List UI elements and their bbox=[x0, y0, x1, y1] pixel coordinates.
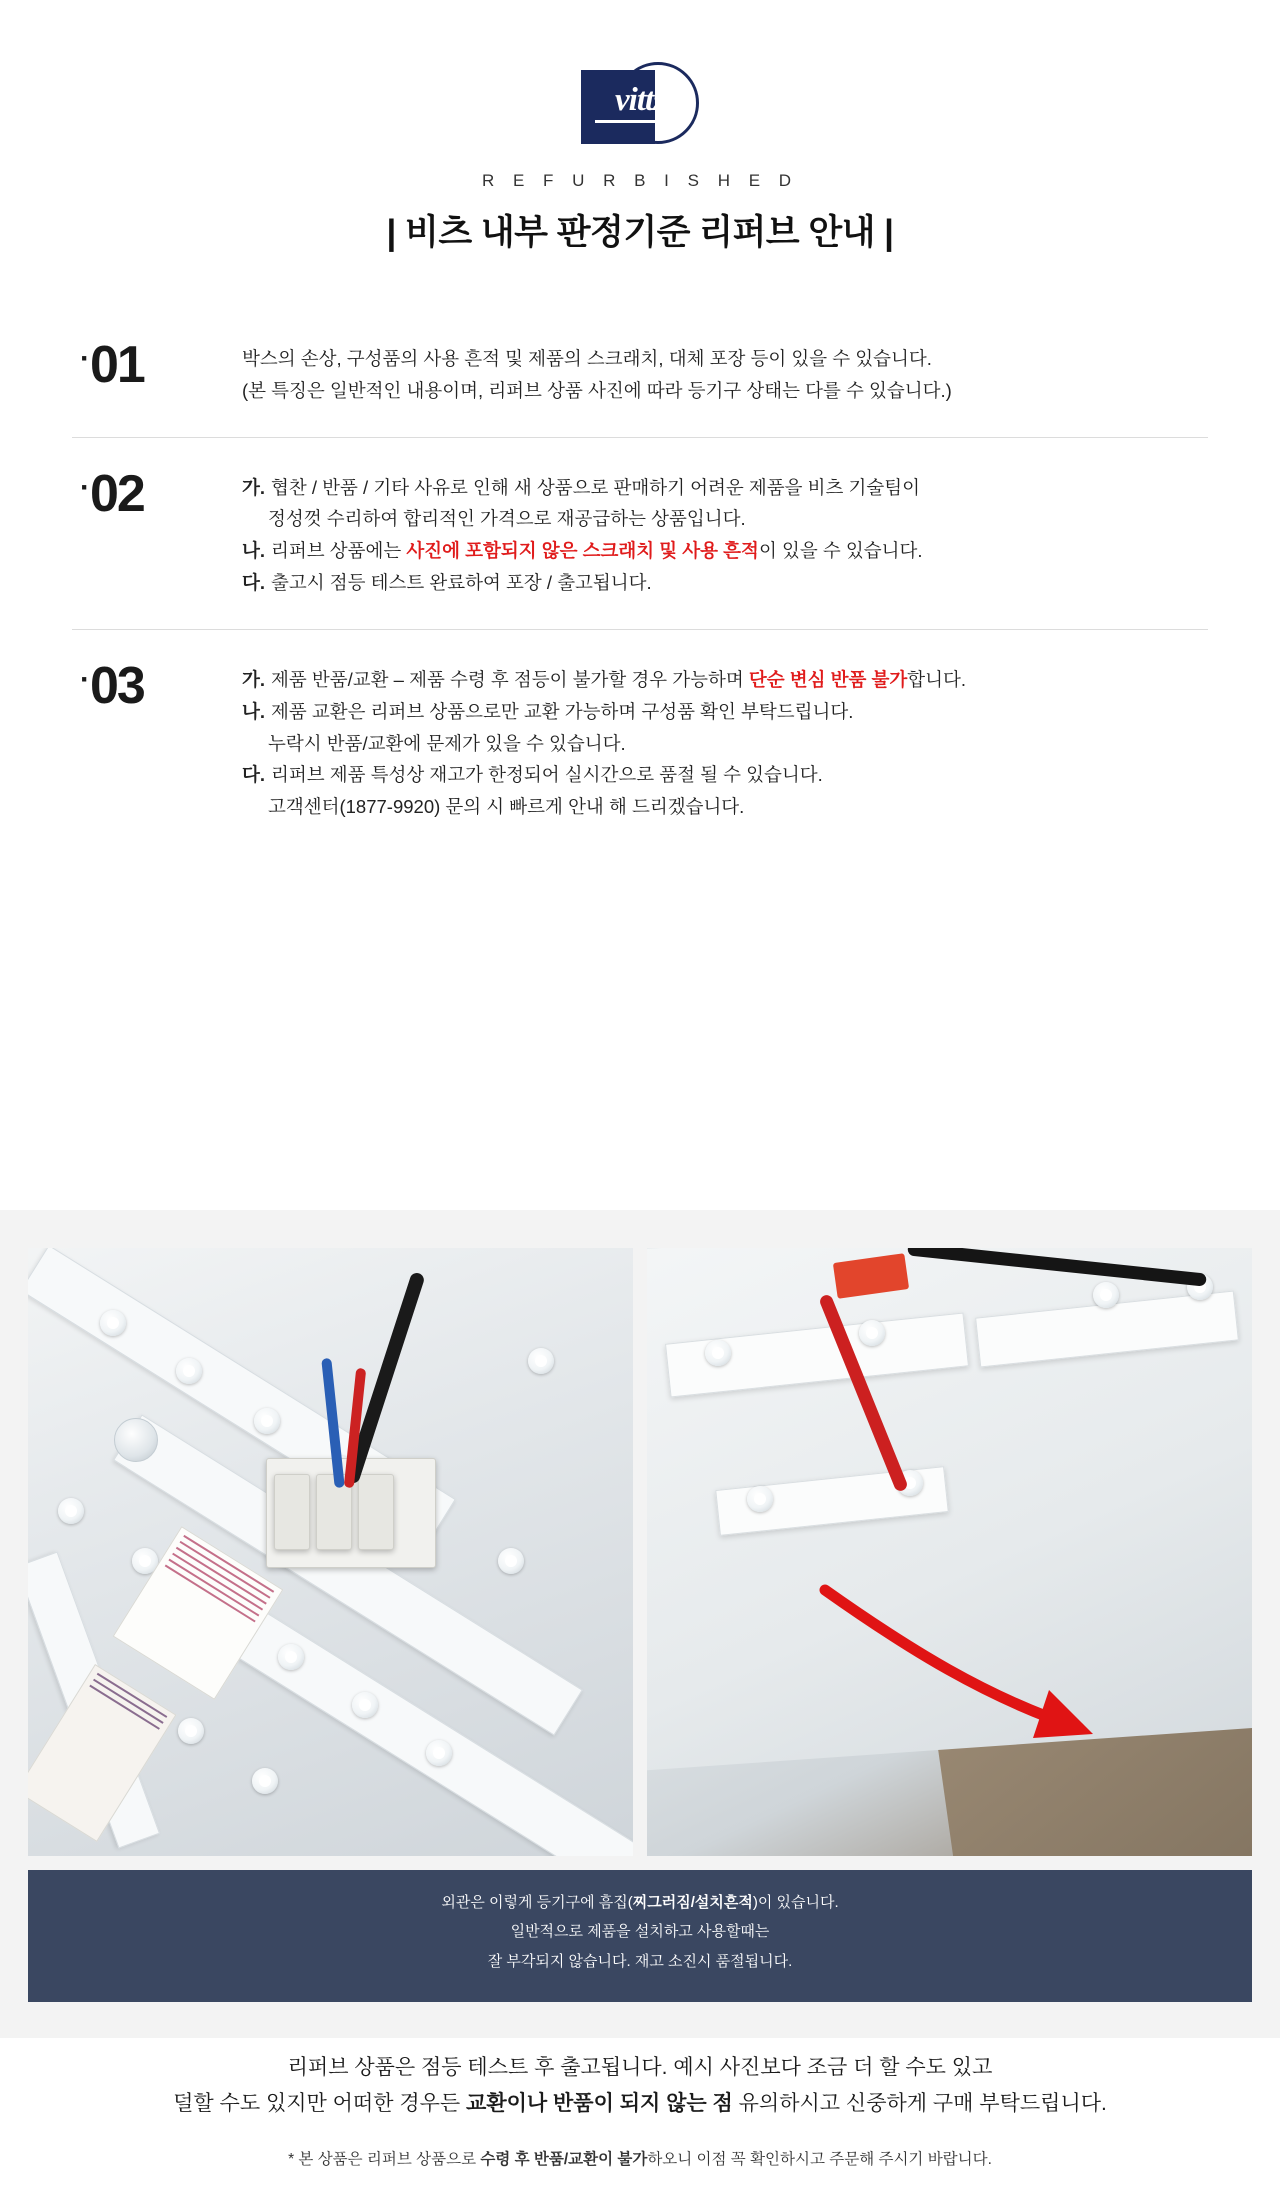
footer-line-1: 리퍼브 상품은 점등 테스트 후 출고됩니다. 예시 사진보다 조금 더 할 수도 있고 bbox=[287, 2056, 993, 2079]
section-01-body bbox=[242, 339, 1208, 407]
item-text-after: 합니다. bbox=[907, 668, 967, 690]
label-line bbox=[176, 1547, 267, 1605]
connector-slot bbox=[274, 1474, 310, 1550]
label-line bbox=[93, 1679, 164, 1724]
section-dot: · bbox=[80, 342, 88, 375]
item-highlight: 단순 변심 반품 불가 bbox=[748, 668, 908, 690]
item-text: 누락시 반품/교환에 문제가 있을 수 있습니다. bbox=[268, 732, 626, 754]
note-text-before: * 본 상품은 리퍼브 상품으로 bbox=[288, 2151, 481, 2169]
item-text: 리퍼브 제품 특성상 재고가 한정되어 실시간으로 품절 될 수 있습니다. bbox=[271, 764, 823, 786]
section-dot: · bbox=[80, 662, 88, 696]
section-03-body bbox=[242, 660, 1208, 823]
item-label-na: 나. bbox=[242, 700, 266, 722]
caption-line-3: 잘 부각되지 않습니다. 재고 소진시 품절됩니다. bbox=[487, 1952, 793, 1970]
section-01 bbox=[72, 309, 1208, 437]
criteria-sections bbox=[0, 309, 1280, 853]
led-dot bbox=[747, 1486, 773, 1512]
led-dot bbox=[176, 1358, 202, 1384]
item-label-da: 다. bbox=[242, 764, 266, 786]
footer-line-2 bbox=[0, 2086, 1280, 2122]
logo-wordmark: vittz bbox=[615, 82, 665, 118]
item-text: 출고시 점등 테스트 완료하여 포장 / 출고됩니다. bbox=[271, 572, 652, 594]
section-02 bbox=[72, 437, 1208, 629]
section-02-line-3 bbox=[242, 535, 1208, 567]
section-03-line-4 bbox=[242, 759, 1208, 791]
item-text: 정성껏 수리하여 합리적인 가격으로 재공급하는 상품입니다. bbox=[268, 508, 746, 530]
caption-text-before: 외관은 이렇게 등기구에 흠집( bbox=[441, 1894, 633, 1911]
section-01-line-1: 박스의 손상, 구성품의 사용 흔적 및 제품의 스크래치, 대체 포장 등이 있을 수 있습니다. bbox=[242, 348, 932, 369]
item-highlight: 사진에 포함되지 않은 스크래치 및 사용 흔적 bbox=[406, 540, 759, 562]
led-dot bbox=[278, 1644, 304, 1670]
screw-bracket bbox=[114, 1418, 158, 1462]
section-number-02: ·02 bbox=[80, 464, 144, 523]
section-02-line-4 bbox=[242, 567, 1208, 599]
led-dot bbox=[352, 1692, 378, 1718]
section-01-line-2: (본 특징은 일반적인 내용이며, 리퍼브 상품 사진에 따라 등기구 상태는 다를 수 있습니다.) bbox=[242, 379, 952, 401]
caption-text-after: )이 있습니다. bbox=[752, 1894, 839, 1911]
section-number-03: ·03 bbox=[80, 656, 144, 715]
section-03-line-5 bbox=[242, 791, 1208, 823]
section-03-line-2 bbox=[242, 696, 1208, 728]
led-dot bbox=[1093, 1282, 1119, 1308]
note-text-after: 하오니 이점 꼭 확인하시고 주문해 주시기 바랍니다. bbox=[647, 2151, 992, 2169]
section-02-body bbox=[242, 468, 1208, 599]
item-text-before: 제품 반품/교환 – 제품 수령 후 점등이 불가할 경우 가능하며 bbox=[271, 668, 749, 690]
section-02-line-2 bbox=[242, 503, 1208, 535]
footer-bold: 교환이나 반품이 되지 않는 점 bbox=[466, 2091, 733, 2115]
item-text: 고객센터(1877-9920) 문의 시 빠르게 안내 해 드리겠습니다. bbox=[268, 796, 745, 818]
refurbished-label: R E F U R B I S H E D bbox=[481, 171, 799, 190]
item-text-before: 리퍼브 상품에는 bbox=[271, 540, 407, 562]
page-header bbox=[0, 0, 1280, 255]
logo-underline bbox=[595, 120, 669, 123]
led-dot bbox=[254, 1408, 280, 1434]
photo-row bbox=[28, 1248, 1252, 1856]
item-text-after: 이 있을 수 있습니다. bbox=[758, 540, 923, 562]
section-dot: · bbox=[80, 470, 88, 504]
led-dot bbox=[252, 1768, 278, 1794]
caption-line-2: 일반적으로 제품을 설치하고 사용할때는 bbox=[510, 1923, 770, 1941]
item-label-ga: 가. bbox=[242, 668, 266, 690]
product-photo-left bbox=[28, 1248, 633, 1856]
section-02-line-1 bbox=[242, 472, 1208, 504]
page-footer bbox=[0, 2050, 1280, 2169]
connector-slot bbox=[358, 1474, 394, 1550]
caption-bold: 찌그러짐/설치흔적 bbox=[632, 1894, 753, 1911]
item-label-na: 나. bbox=[242, 540, 266, 562]
photo-section bbox=[0, 1210, 1280, 2038]
caption-line-1 bbox=[28, 1888, 1252, 1917]
label-line bbox=[172, 1553, 263, 1611]
vittz-logo-icon bbox=[581, 62, 699, 148]
red-arrow-annotation bbox=[817, 1578, 1137, 1768]
note-bold: 수령 후 반품/교환이 불가 bbox=[480, 2151, 648, 2169]
section-03-line-1 bbox=[242, 664, 1208, 696]
section-03 bbox=[72, 629, 1208, 853]
led-dot bbox=[705, 1340, 731, 1366]
label-line bbox=[168, 1559, 259, 1617]
footer-text-before: 덜할 수도 있지만 어떠한 경우든 bbox=[173, 2091, 467, 2115]
section-03-line-3 bbox=[242, 728, 1208, 760]
led-dot bbox=[528, 1348, 554, 1374]
product-photo-right bbox=[647, 1248, 1252, 1856]
page-title: | 비츠 내부 판정기준 리퍼브 안내 | bbox=[386, 213, 894, 252]
photo-caption-bar bbox=[28, 1870, 1252, 2002]
led-dot bbox=[178, 1718, 204, 1744]
footer-text-after: 유의하시고 신중하게 구매 부탁드립니다. bbox=[732, 2091, 1107, 2115]
footer-note bbox=[0, 2147, 1280, 2169]
barcode-label bbox=[28, 1664, 176, 1842]
section-number-01: ·01 bbox=[80, 336, 144, 394]
led-dot bbox=[426, 1740, 452, 1766]
item-text: 제품 교환은 리퍼브 상품으로만 교환 가능하며 구성품 확인 부탁드립니다. bbox=[271, 700, 854, 722]
led-dot bbox=[58, 1498, 84, 1524]
item-label-ga: 가. bbox=[242, 476, 266, 498]
item-text: 협찬 / 반품 / 기타 사유로 인해 새 상품으로 판매하기 어려운 제품을 비츠 기술팀이 bbox=[271, 476, 920, 498]
led-dot bbox=[100, 1310, 126, 1336]
led-dot bbox=[498, 1548, 524, 1574]
led-dot bbox=[859, 1320, 885, 1346]
item-label-da: 다. bbox=[242, 572, 266, 594]
